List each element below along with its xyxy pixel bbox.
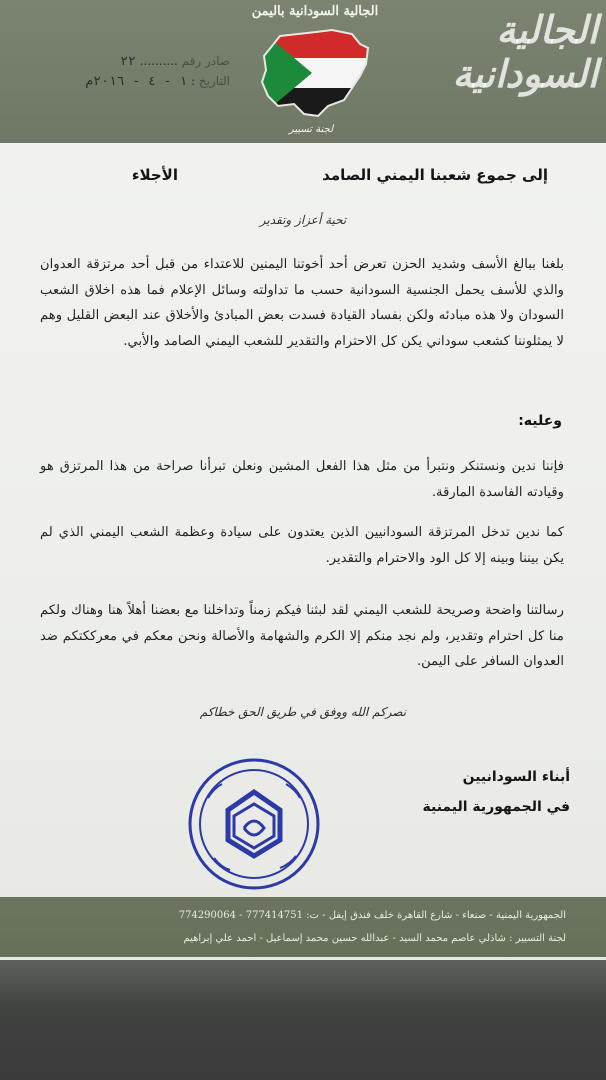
closing-line: نصركم الله ووفق في طريق الحق خطاكم: [199, 705, 407, 719]
heading-therefore: وعليه:: [518, 413, 562, 429]
signature-line-2: في الجمهورية اليمنية: [422, 799, 570, 815]
signature-block: [370, 762, 570, 822]
letterhead: [0, 0, 606, 143]
footer-address: الجمهورية اليمنية - صنعاء - شارع القاهرة خلف فندق إيفل - ت: 777414751 - 774290064: [178, 910, 566, 921]
association-name: الجالية السودانية باليمن: [251, 4, 379, 19]
signature-line-1: أبناء السودانيين: [462, 769, 570, 785]
paragraph-3: كما ندين تدخل المرتزقة السودانيين الذين يعتدون على سيادة وعظمة الشعب اليمني الذي لم يكن بيننا وبينه إلا كل الود والاحترام والتقدير.: [40, 525, 564, 566]
committee-label: لجنة تسيير: [288, 124, 334, 135]
footer-phone-2: 774290064: [178, 910, 236, 921]
official-stamp-icon: [184, 754, 324, 894]
background-surface: [0, 960, 606, 1080]
salutation-main: إلى جموع شعبنا اليمني الصامد: [322, 166, 548, 184]
reference-number: صادر رقم .......... ٢٢: [120, 54, 230, 69]
letter-footer: [0, 897, 606, 957]
footer-address-text: الجمهورية اليمنية - صنعاء - شارع القاهرة خلف فندق إيفل - ت:: [306, 910, 566, 921]
paragraph-2: فإننا ندين ونستنكر ونتبرأ من مثل هذا الفعل المشين ونعلن تبرأنا صراحة من هذا المرتزق هو وقيادته الفاسدة المارقة.: [40, 459, 564, 500]
salutation: [0, 166, 606, 196]
reference-label: صادر رقم: [181, 54, 230, 68]
brand-title: [383, 8, 598, 96]
greeting: تحية أعزاز وتقدير: [259, 213, 347, 227]
sudan-map-flag-icon: [256, 26, 374, 120]
footer-phone-1: 777414751: [245, 910, 303, 921]
date-value: ١ - ٤ - ٢٠١٦م: [85, 74, 188, 89]
reference-date: التاريخ : ١ - ٤ - ٢٠١٦م: [85, 74, 230, 89]
brand-title-line2: السودانية: [452, 51, 598, 96]
reference-value: ٢٢: [120, 54, 136, 69]
reference-block: [30, 54, 230, 94]
brand-title-line1: الجالية: [496, 7, 598, 52]
salutation-side: الأجلاء: [131, 166, 178, 184]
paragraph-4: رسالتنا واضحة وصريحة للشعب اليمني لقد لبثنا فيكم زمناً وتداخلنا مع بعضنا أهلاً هنا وهناك ولكم منا كل احترام وتقدير، ولم نجد منكم إلا الكرم والشهامة والأصالة ونحن معكم في معرككتكم ضد العدوان السافر على اليمن.: [40, 603, 564, 669]
paragraph-1: بلغنا ببالغ الأسف وشديد الحزن تعرض أحد أخوتنا اليمنين للاعتداء من قبل أحد مرتزقة العدوان والذي للأسف يحمل الجنسية السودانية حسب ما تداولته وسائل الإعلام فما هذه اخلاق الشعب السودان ولا هذه مبادئه ولكن بفساد القيادة فسدت بعض المبادئ والأخلاق عند البعض القليل وهم لا يمثلوننا كشعب سوداني يكن كل الاحترام والتقدير للشعب اليمني الصامد والأبي.: [40, 257, 564, 349]
date-label: التاريخ: [198, 74, 230, 88]
footer-committee: لجنة التسيير : شاذلي عاصم محمد السيد - عبدالله حسين محمد إسماعيل - احمد علي إبراهيم: [183, 933, 566, 944]
